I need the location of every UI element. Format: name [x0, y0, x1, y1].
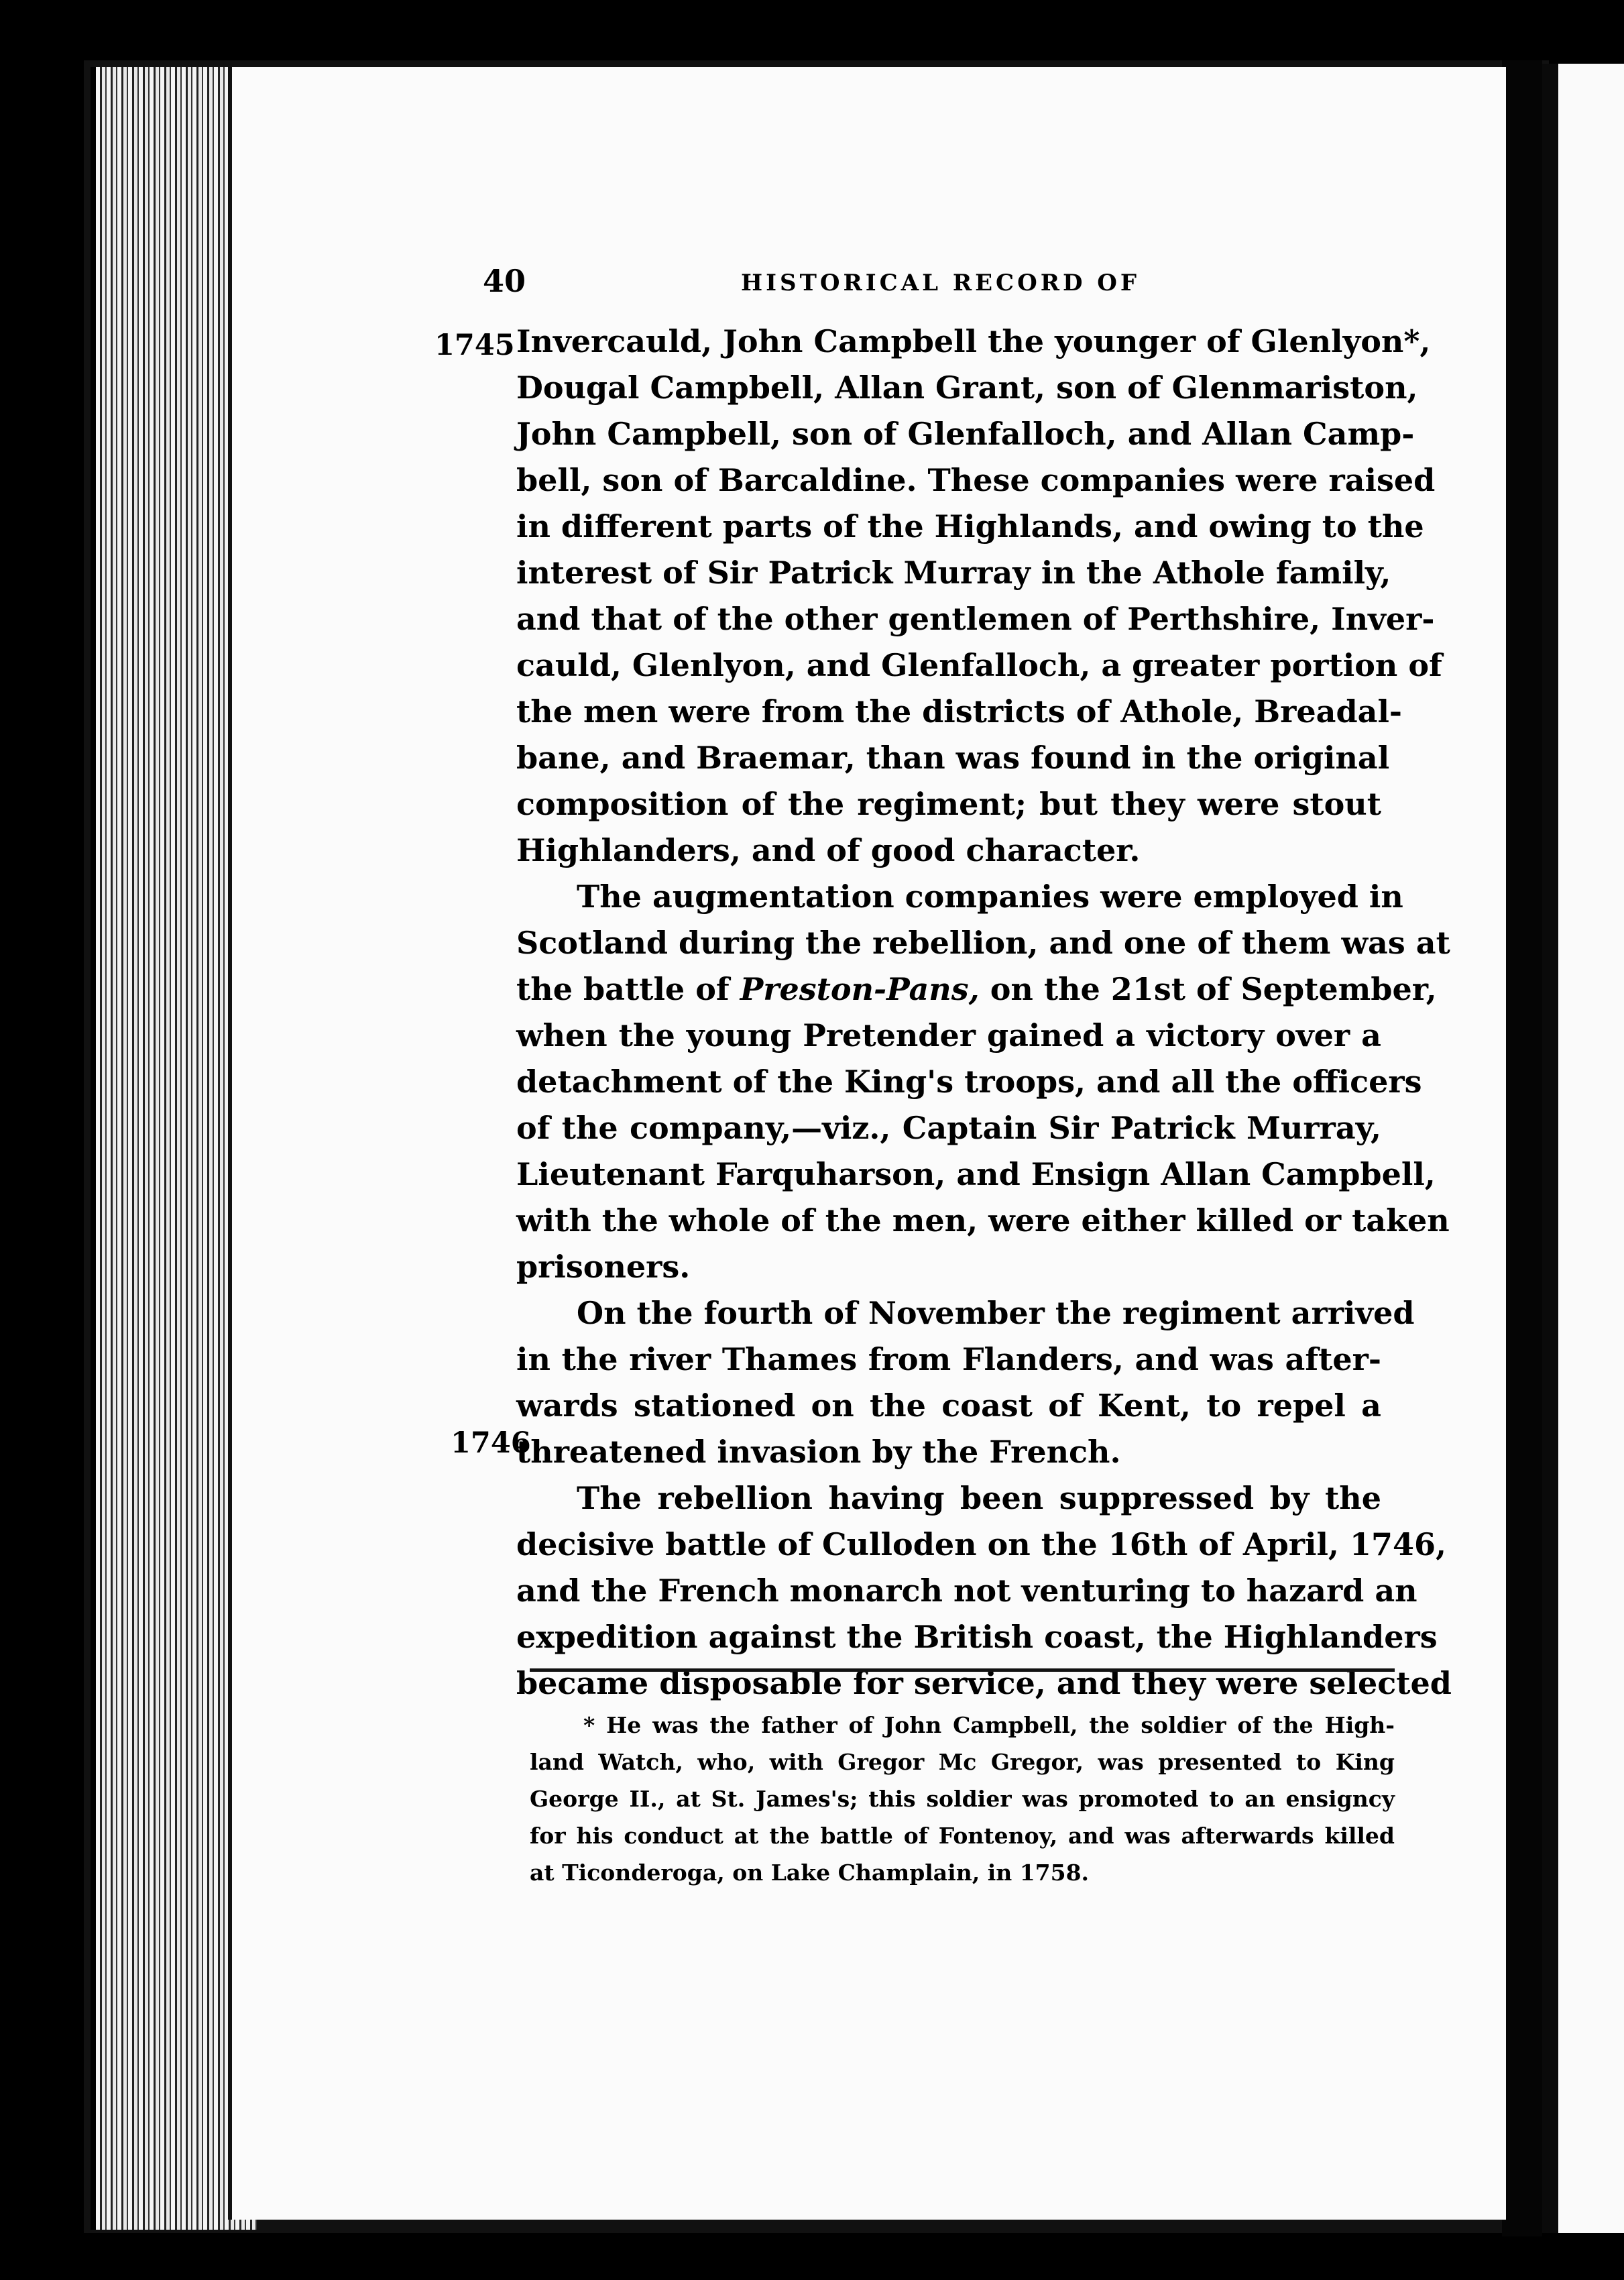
text-line: became disposable for service, and they were selected [516, 1665, 1452, 1701]
margin-year-1745: 1745 [434, 329, 515, 362]
text-line: Invercauld, John Campbell the younger of Glenlyon*, [516, 323, 1431, 359]
text-line: interest of Sir Patrick Murray in the Athole family, [516, 555, 1391, 591]
footnote [530, 1707, 1395, 1891]
text-line: bell, son of Barcaldine. These companies were raised [516, 462, 1436, 498]
text-line: with the whole of the men, were either killed or taken [516, 1202, 1450, 1239]
page-header [483, 263, 1422, 310]
running-head: HISTORICAL RECORD OF [741, 270, 1141, 296]
text-line: John Campbell, son of Glenfalloch, and Allan Camp- [516, 416, 1415, 452]
text-line: On the fourth of November the regiment arrived [577, 1295, 1415, 1331]
text-line: when the young Pretender gained a victory over a [516, 1017, 1381, 1053]
text-line: in the river Thames from Flanders, and was after- [516, 1341, 1381, 1377]
text-line: composition of the regiment; but they were stout [516, 786, 1381, 822]
page-number: 40 [483, 263, 526, 299]
text-fragment: the battle of [516, 971, 730, 1007]
text-line: prisoners. [516, 1249, 691, 1285]
text-line: wards stationed on the coast of Kent, to repel a [516, 1387, 1381, 1424]
text-line: threatened invasion by the French. [516, 1434, 1121, 1470]
text-line: and the French monarch not venturing to hazard an [516, 1573, 1417, 1609]
footnote-line: for his conduct at the battle of Fontenoy, and was afterwards killed [530, 1823, 1395, 1849]
footnote-divider [530, 1668, 1395, 1672]
main-text [516, 319, 1452, 1707]
text-line: of the company,—viz., Captain Sir Patrick Murray, [516, 1110, 1381, 1146]
text-line: expedition against the British coast, the Highlanders [516, 1619, 1438, 1655]
text-fragment: on the 21st of September, [990, 971, 1437, 1007]
text-line: detachment of the King's troops, and all the officers [516, 1064, 1422, 1100]
footnote-line: * He was the father of John Campbell, the soldier of the High- [583, 1712, 1395, 1738]
text-line: Dougal Campbell, Allan Grant, son of Glenmariston, [516, 369, 1418, 406]
text-line-with-italic [516, 966, 1437, 1013]
text-line: decisive battle of Culloden on the 16th of April, 1746, [516, 1526, 1447, 1562]
footnote-line: land Watch, who, with Gregor Mc Gregor, was presented to King [530, 1749, 1395, 1775]
text-line: Lieutenant Farquharson, and Ensign Allan Campbell, [516, 1156, 1436, 1192]
text-line: The rebellion having been suppressed by the [577, 1480, 1381, 1516]
text-line: bane, and Braemar, than was found in the original [516, 740, 1390, 776]
footnote-line: at Ticonderoga, on Lake Champlain, in 1758. [530, 1860, 1090, 1886]
text-line: in different parts of the Highlands, and owing to the [516, 508, 1424, 545]
text-line: and that of the other gentlemen of Perthshire, Inver- [516, 601, 1435, 637]
footnote-line: George II., at St. James's; this soldier was promoted to an ensigncy [530, 1786, 1395, 1812]
gutter-shadow [1502, 60, 1542, 2236]
text-line: Scotland during the rebellion, and one of them was at [516, 925, 1450, 961]
text-line: The augmentation companies were employed in [577, 878, 1403, 915]
text-line: cauld, Glenlyon, and Glenfalloch, a greater portion of [516, 647, 1442, 683]
place-name-italic: Preston-Pans, [740, 971, 980, 1007]
text-line: Highlanders, and of good character. [516, 832, 1141, 868]
facing-page-edge [1542, 64, 1624, 2233]
margin-year-1746: 1746 [451, 1426, 531, 1460]
text-line: the men were from the districts of Athole, Breadal- [516, 693, 1403, 730]
